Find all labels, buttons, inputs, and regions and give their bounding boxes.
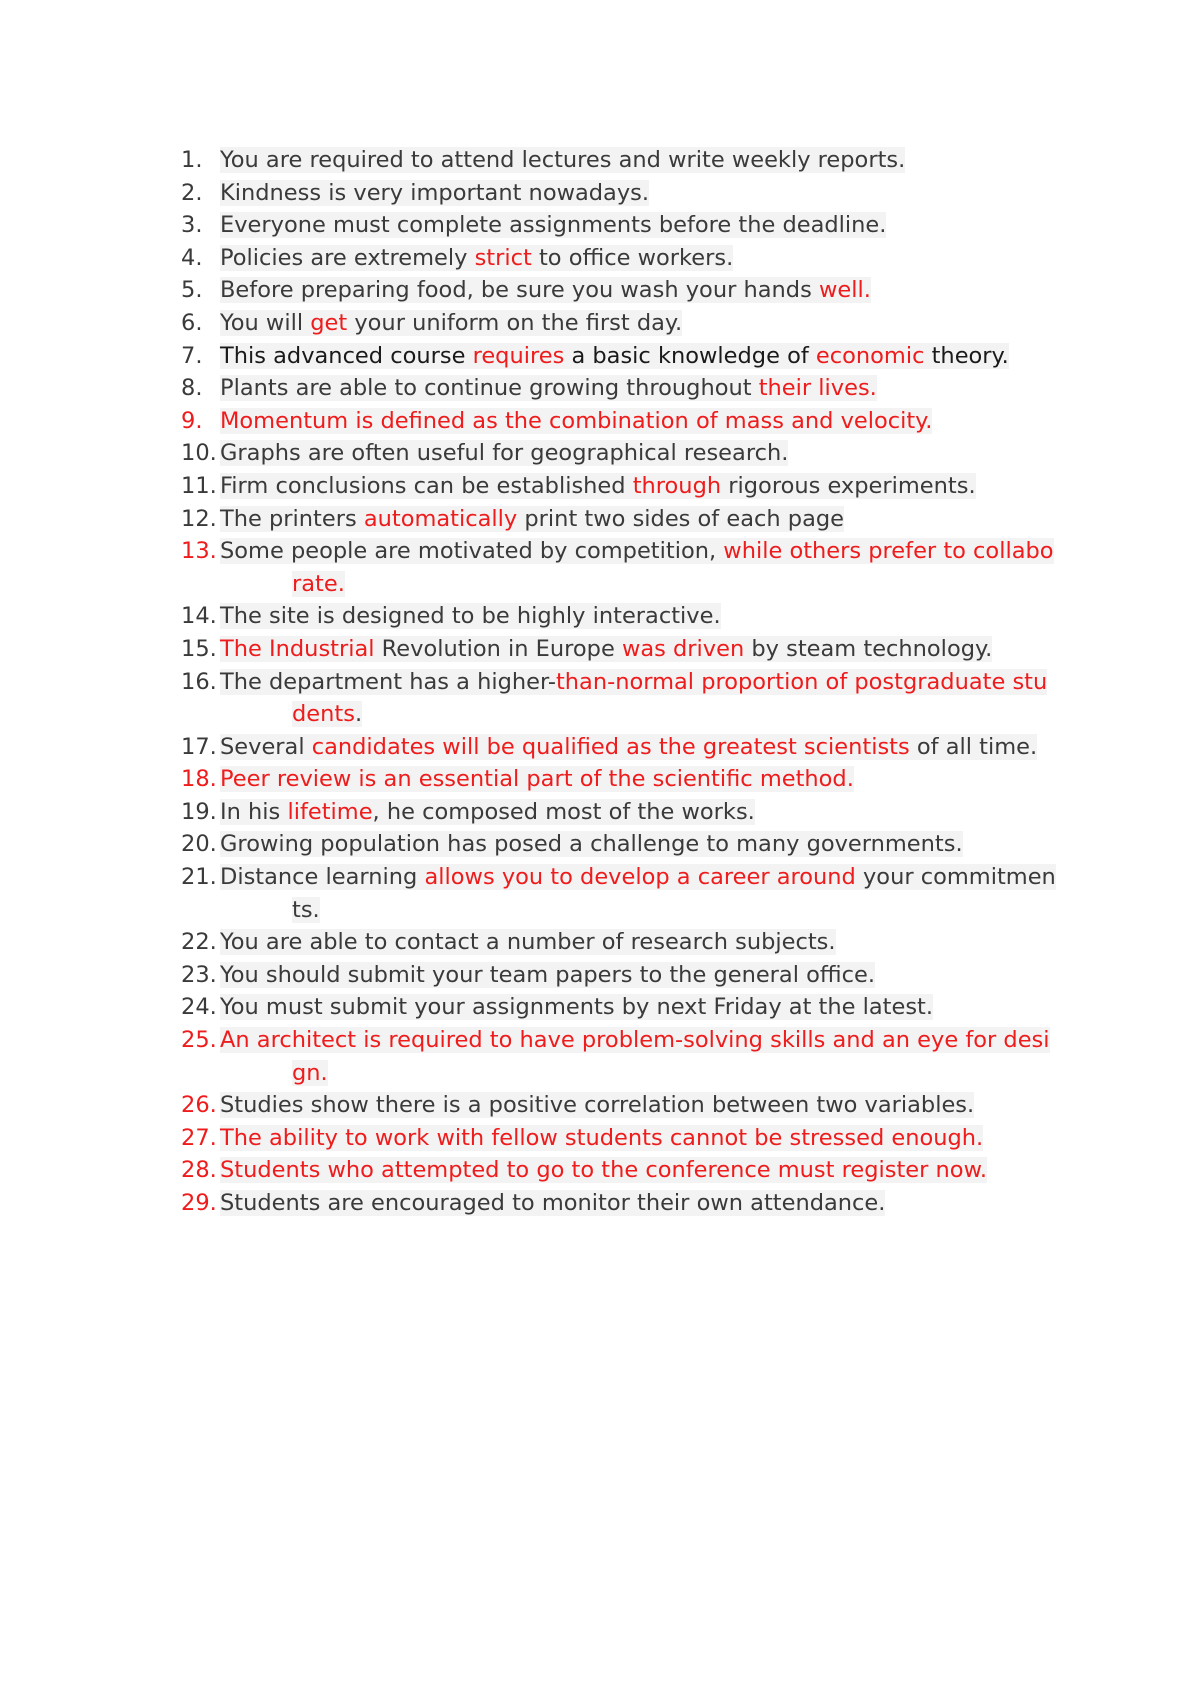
item-sentence [220,310,682,336]
item-sentence [220,669,1047,728]
list-item [181,209,1061,242]
list-item [181,796,1061,829]
item-sentence [220,994,933,1020]
sentence-text: Firm conclusions can be established [220,472,633,499]
highlighted-text: through [632,472,722,499]
item-number: 19. [181,798,217,825]
list-item [181,828,1061,861]
item-number: 18. [181,766,217,793]
highlighted-text: allows you to develop a career around [424,864,856,891]
sentence-text: theory. [924,342,1009,369]
highlighted-text: while others prefer to collaborate. [292,538,1054,597]
sentence-text: The site is designed to be highly interactive. [220,603,721,630]
sentence-text: by steam technology. [744,635,993,662]
highlighted-text: The Industrial [220,635,375,662]
sentence-text: of all time. [909,733,1038,760]
list-item [181,470,1061,503]
item-number: 15. [181,635,217,662]
highlighted-text: Students who attempted to go to the conference must register now. [220,1157,988,1184]
sentence-text: Everyone must complete assignments before the deadline. [220,212,887,239]
item-number: 14. [181,603,217,630]
item-sentence [220,375,877,401]
item-number: 17. [181,733,217,760]
highlighted-text: well. [818,277,871,304]
sentence-text: Students are encouraged to monitor their own attendance. [220,1190,886,1216]
list-item [181,1154,1061,1187]
item-sentence [220,408,932,434]
item-sentence [220,929,836,955]
list-item [181,1089,1061,1122]
item-number: 1. [181,147,203,173]
item-number: 4. [181,244,203,271]
sentence-text: Distance learning [220,864,425,891]
sentence-text: Revolution in Europe [374,635,622,662]
item-number: 25. [181,1027,217,1054]
sentence-text: You are able to contact a number of research subjects. [220,929,836,956]
item-number: 28. [181,1157,217,1184]
list-item [181,1122,1061,1155]
item-sentence [220,147,905,173]
highlighted-text: than-normal proportion of postgraduate students [292,668,1048,728]
list-item [181,991,1061,1024]
highlighted-text: The ability to work with fellow students cannot be stressed enough. [220,1124,984,1151]
item-number: 29. [181,1190,217,1216]
list-item [181,633,1061,666]
sentence-text: Some people are motivated by competition, [220,538,724,565]
item-sentence [220,180,649,206]
sentence-text: . [354,701,363,728]
list-item [181,405,1061,438]
item-sentence [220,831,963,857]
item-sentence [220,473,976,499]
item-sentence [220,212,886,238]
sentence-text: You will [220,309,311,336]
item-sentence [220,1157,987,1183]
sentence-text: Kindness is very important nowadays. [220,179,650,206]
item-number: 23. [181,961,217,988]
sentence-text: In his [220,798,288,825]
item-number: 3. [181,212,203,239]
highlighted-text: automatically [363,505,518,532]
item-number: 10. [181,440,217,467]
item-sentence [220,343,1009,369]
item-sentence [220,1125,983,1151]
highlighted-text: Peer review is an essential part of the scientific method. [220,766,854,793]
item-sentence [220,766,854,792]
item-number: 7. [181,342,203,369]
highlighted-text: requires [472,342,565,369]
item-number: 2. [181,179,203,206]
item-number: 22. [181,929,217,956]
item-number: 9. [181,407,203,434]
highlighted-text: was driven [621,635,745,662]
list-item [181,307,1061,340]
sentence-text: Several [220,733,312,760]
item-number: 5. [181,277,203,304]
item-number: 21. [181,864,217,891]
sentence-text: The printers [220,505,364,532]
highlighted-text: lifetime [287,798,373,825]
sentence-text: your uniform on the first day. [347,309,683,336]
item-number: 6. [181,309,203,336]
list-item [181,144,1061,177]
item-number: 27. [181,1124,217,1151]
sentence-text: Policies are extremely [220,244,475,271]
item-sentence [220,636,992,662]
item-number: 24. [181,994,217,1021]
list-item [181,763,1061,796]
item-number: 16. [181,668,217,695]
sentence-text: You are required to attend lectures and write weekly reports. [220,147,906,173]
item-sentence [220,277,871,303]
sentence-text: Growing population has posed a challenge to many governments. [220,831,963,858]
list-item [181,1024,1061,1089]
list-item [181,340,1061,373]
list-item [181,861,1061,926]
highlighted-text: strict [474,244,532,271]
item-sentence [220,962,875,988]
sentence-text: Plants are able to continue growing throughout [220,375,759,402]
list-item [181,242,1061,275]
sentence-text: a basic knowledge of [564,342,816,369]
list-item [181,535,1061,600]
highlighted-text: get [310,309,348,336]
item-sentence [220,734,1037,760]
list-item [181,1187,1061,1220]
item-number: 26. [181,1092,217,1119]
list-item [181,926,1061,959]
item-sentence [220,864,1056,923]
sentence-text: print two sides of each page [517,505,844,532]
item-number: 11. [181,472,217,499]
list-item [181,731,1061,764]
sentence-text: Graphs are often useful for geographical research. [220,440,789,467]
list-item [181,503,1061,536]
item-number: 20. [181,831,217,858]
highlighted-text: An architect is required to have problem-solving skills and an eye for design. [220,1027,1050,1086]
item-sentence [220,1027,1050,1086]
list-item [181,600,1061,633]
sentence-text: Studies show there is a positive correlation between two variables. [220,1092,975,1119]
sentence-text: This advanced course [220,342,473,369]
item-sentence [220,1190,885,1216]
sentence-text: Before preparing food, be sure you wash your hands [220,277,819,304]
item-sentence [220,538,1054,597]
list-item [181,959,1061,992]
item-sentence [220,799,755,825]
sentence-text: rigorous experiments. [721,472,976,499]
item-number: 13. [181,538,217,565]
numbered-sentence-list [181,144,1061,1220]
item-sentence [220,245,733,271]
list-item [181,437,1061,470]
item-number: 8. [181,375,203,402]
item-sentence [220,506,844,532]
highlighted-text: candidates will be qualified as the greatest scientists [311,733,910,760]
item-sentence [220,1092,974,1118]
item-sentence [220,440,788,466]
list-item [181,666,1061,731]
highlighted-text: economic [815,342,925,369]
item-sentence [220,603,721,629]
sentence-text: You should submit your team papers to the general office. [220,961,875,988]
list-item [181,372,1061,405]
sentence-text: The department has a higher- [220,668,556,695]
item-number: 12. [181,505,217,532]
highlighted-text: their lives. [758,375,877,402]
sentence-text: your commitments. [292,864,1056,923]
highlighted-text: Momentum is defined as the combination of mass and velocity. [220,407,933,434]
sentence-text: You must submit your assignments by next Friday at the latest. [220,994,934,1021]
sentence-text: , he composed most of the works. [372,798,755,825]
sentence-text: to office workers. [531,244,734,271]
list-item [181,274,1061,307]
list-item [181,177,1061,210]
